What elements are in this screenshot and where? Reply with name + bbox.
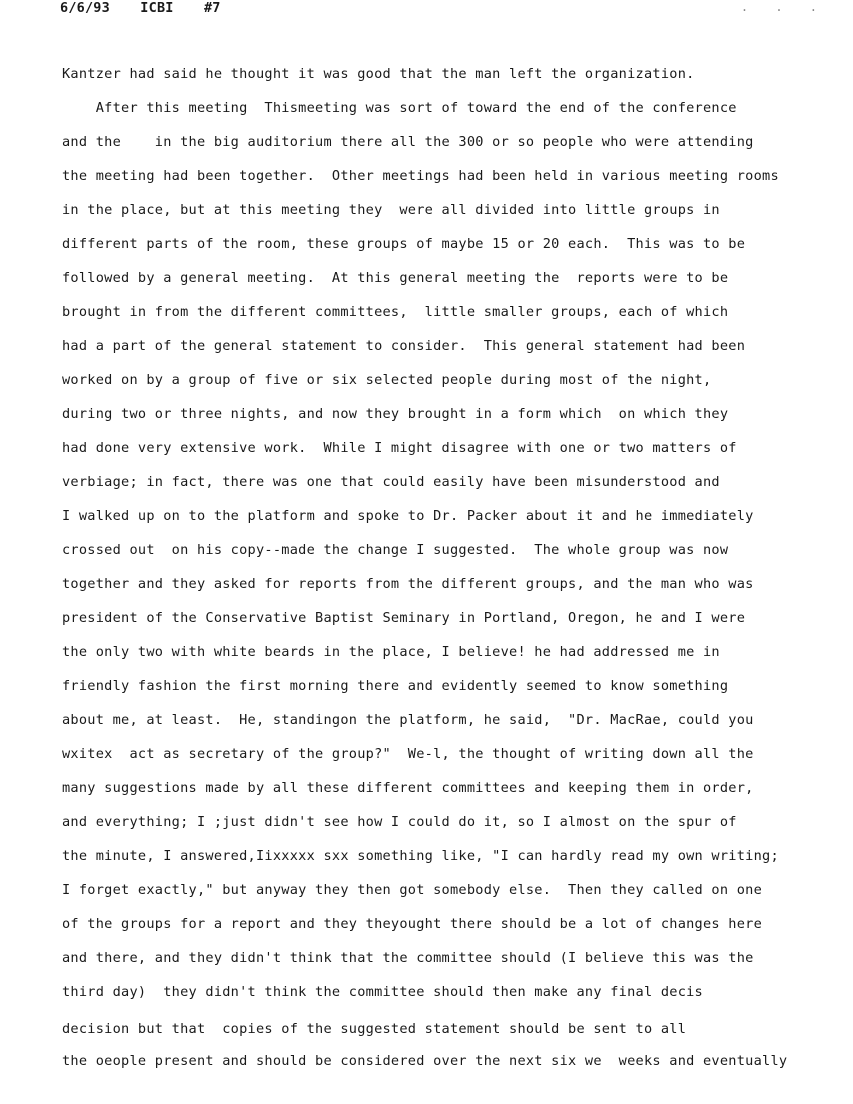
text-line: brought in from the different committees, little smaller groups, each of which: [62, 304, 729, 320]
text-line: followed by a general meeting. At this general meeting the reports were to be: [62, 270, 729, 286]
text-line: the oeople present and should be considered over the next six we weeks and eventually: [62, 1053, 788, 1069]
text-line: worked on by a group of five or six selected people during most of the night,: [62, 372, 712, 388]
text-line: I forget exactly," but anyway they then got somebody else. Then they called on one: [62, 882, 763, 898]
text-line: president of the Conservative Baptist Seminary in Portland, Oregon, he and I were: [62, 610, 746, 626]
text-line: and there, and they didn't think that the committee should (I believe this was the: [62, 950, 754, 966]
text-line: the minute, I answered,Iixxxxx sxx something like, "I can hardly read my own writing;: [62, 848, 779, 864]
page-header: [60, 0, 243, 16]
header-page-number: #7: [203, 0, 221, 16]
text-line: of the groups for a report and they theyought there should be a lot of changes here: [62, 916, 763, 932]
text-line: wxitex act as secretary of the group?" We-l, the thought of writing down all the: [62, 746, 754, 762]
text-line: decision but that copies of the suggested statement should be sent to all: [62, 1021, 687, 1037]
text-line: crossed out on his copy--made the change I suggested. The whole group was now: [62, 542, 729, 558]
header-org: ICBI: [140, 0, 174, 16]
text-line: in the place, but at this meeting they were all divided into little groups in: [62, 202, 720, 218]
text-line: and everything; I ;just didn't see how I could do it, so I almost on the spur of: [62, 814, 737, 830]
text-line: Kantzer had said he thought it was good that the man left the organization.: [62, 66, 695, 82]
text-line: during two or three nights, and now they brought in a form which on which they: [62, 406, 729, 422]
text-line: third day) they didn't think the committee should then make any final decis: [62, 984, 703, 1000]
text-line: many suggestions made by all these different committees and keeping them in order,: [62, 780, 754, 796]
text-line: I walked up on to the platform and spoke to Dr. Packer about it and he immediately: [62, 508, 754, 524]
text-line: had done very extensive work. While I might disagree with one or two matters of: [62, 440, 737, 456]
text-line: about me, at least. He, standingon the platform, he said, "Dr. MacRae, could you: [62, 712, 754, 728]
text-line: different parts of the room, these groups of maybe 15 or 20 each. This was to be: [62, 236, 746, 252]
text-line: verbiage; in fact, there was one that could easily have been misunderstood and: [62, 474, 720, 490]
corner-mark: . . .: [740, 0, 827, 14]
text-line: had a part of the general statement to consider. This general statement had been: [62, 338, 746, 354]
text-line: the only two with white beards in the place, I believe! he had addressed me in: [62, 644, 720, 660]
text-line: After this meeting Thismeeting was sort of toward the end of the conference: [62, 100, 737, 116]
header-date: 6/6/93: [60, 0, 110, 16]
text-line: and the in the big auditorium there all the 300 or so people who were attending: [62, 134, 754, 150]
text-line: friendly fashion the first morning there and evidently seemed to know something: [62, 678, 729, 694]
text-line: together and they asked for reports from the different groups, and the man who was: [62, 576, 754, 592]
text-line: the meeting had been together. Other meetings had been held in various meeting rooms: [62, 168, 779, 184]
